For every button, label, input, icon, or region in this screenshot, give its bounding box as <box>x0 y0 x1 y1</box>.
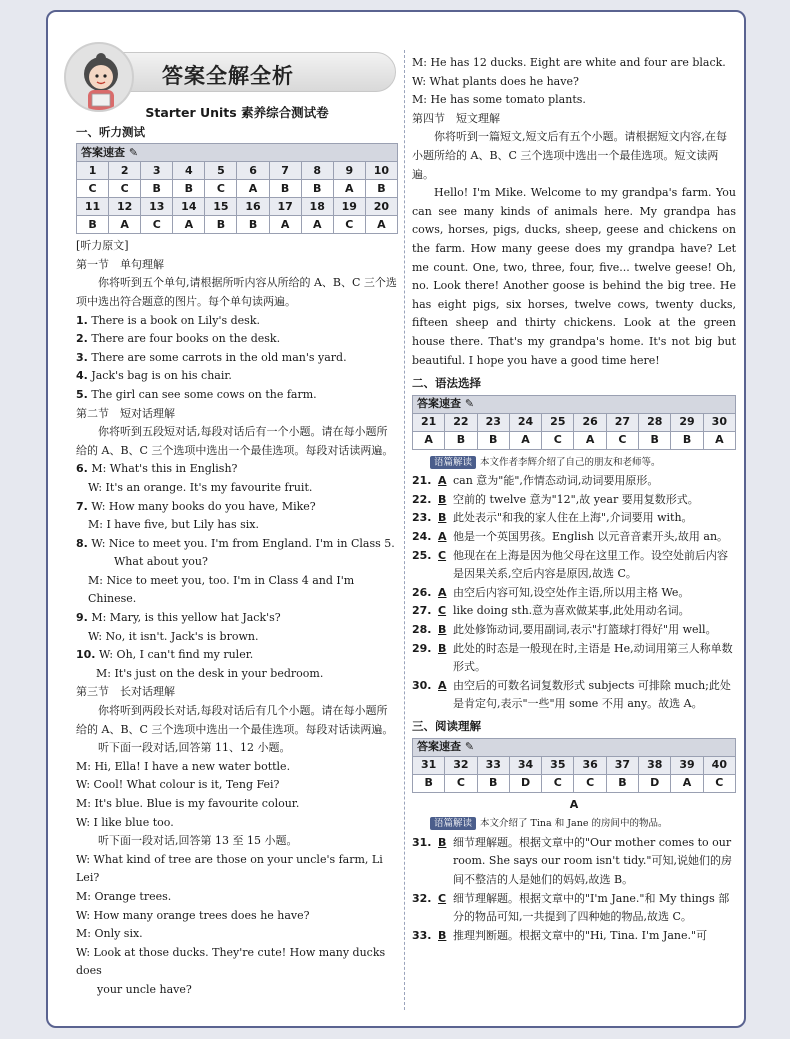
explanation-item <box>412 509 736 528</box>
item-answer: C <box>438 604 447 618</box>
part1-title: 第一节 单句理解 <box>76 257 164 271</box>
item-answer: A <box>438 678 447 692</box>
dialogue-line: M: Only six. <box>76 927 143 941</box>
dialogue-line: M: Orange trees. <box>76 889 172 903</box>
right-column <box>412 54 736 945</box>
answer-table-1 <box>76 143 398 234</box>
answer-cell: 19 <box>333 198 365 216</box>
answer-cell: 26 <box>574 413 606 431</box>
test-title: Starter Units 素养综合测试卷 <box>145 105 329 120</box>
answer-cell: 25 <box>542 413 574 431</box>
dialogue-8-reply: M: Nice to meet you, too. I'm in Class 4 and I'm Chinese. <box>88 573 355 606</box>
answer-cell: C <box>703 774 735 792</box>
explanation-item <box>412 621 736 640</box>
dialogue-line: W: What plants does he have? <box>412 74 579 88</box>
section1-heading: 一、听力测试 <box>76 124 145 139</box>
answer-cell: C <box>445 774 477 792</box>
answer-cell: B <box>237 216 269 234</box>
listening-passage: Hello! I'm Mike. Welcome to my grandpa's farm. You can see many kinds of animals here. My grandpa has cows, horses, pigs, ducks, sheep, geese and chickens on the farm. How many geese does my grandpa have? Let me count. One, two, three, four, five... twelve geese! Oh, no. Look there! Another goose is behind the big tree. He has eight pigs, six horses, twelve cows, twenty ducks, fifteen sheep and thirty chickens. Look at the green house there. That's my grandpa's home. It's not big but beautiful. I hope you have a good time here! <box>412 186 736 367</box>
explanation-item <box>412 584 736 603</box>
answer-cell: 9 <box>333 162 365 180</box>
part4-title: 第四节 短文理解 <box>412 111 500 125</box>
cartoon-girl-icon <box>66 44 134 112</box>
answer-cell: 8 <box>301 162 333 180</box>
dialogue-line: W: What kind of tree are those on your uncle's farm, Li Lei? <box>76 852 383 885</box>
conv1-lines <box>76 758 398 832</box>
section3-heading: 三、阅读理解 <box>412 719 481 733</box>
answer-cell: C <box>333 216 365 234</box>
explanation-item <box>412 640 736 677</box>
answer-cell: 16 <box>237 198 269 216</box>
explanation-item <box>412 528 736 547</box>
dialogue-8: 8. W: Nice to meet you. I'm from England. I'm in Class 5. <box>76 536 395 550</box>
item-number: 3. <box>76 350 88 364</box>
item-number: 4. <box>76 369 88 383</box>
question-number-row <box>413 413 736 431</box>
answer-cell: 24 <box>509 413 541 431</box>
answer-cell: 14 <box>173 198 205 216</box>
answer-cell: B <box>301 180 333 198</box>
dialogue-10: 10. W: Oh, I can't find my ruler. <box>76 648 254 662</box>
item-explanation: 他是一个英国男孩。English 以元音音素开头,故用 an。 <box>453 530 729 544</box>
answer-cell: 4 <box>173 162 205 180</box>
dialogue-9: 9. M: Mary, is this yellow hat Jack's? <box>76 611 281 625</box>
item-answer: B <box>438 623 447 637</box>
dialogue-9-reply: W: No, it isn't. Jack's is brown. <box>88 629 259 643</box>
answer-cell: B <box>445 431 477 449</box>
section2-heading: 二、语法选择 <box>412 376 481 391</box>
item-answer: A <box>438 474 447 488</box>
answer-cell: C <box>205 180 237 198</box>
answer-cell: 13 <box>141 198 173 216</box>
item-explanation: 此处修饰动词,要用副词,表示"打篮球打得好"用 well。 <box>453 623 717 637</box>
answer-cell: A <box>301 216 333 234</box>
item-number: 23. <box>412 511 432 525</box>
dialogue-line: M: He has some tomato plants. <box>412 93 586 107</box>
answer-cell: 39 <box>671 756 703 774</box>
answer-cell: B <box>413 774 445 792</box>
answer-row <box>413 774 736 792</box>
answer-cell: B <box>477 774 509 792</box>
section3-items <box>412 834 736 946</box>
dialogue-6-reply: W: It's an orange. It's my favourite fruit. <box>88 480 313 494</box>
item-answer: B <box>438 641 447 655</box>
explanation-item <box>412 834 736 890</box>
item-answer: B <box>438 511 447 525</box>
item-explanation: 由空后的可数名词复数形式 subjects 可排除 much;此处是肯定句,表示"一些"用 some 不用 any。故选 A。 <box>453 678 731 711</box>
answer-cell: 22 <box>445 413 477 431</box>
answer-table-2 <box>412 395 736 450</box>
item-explanation: 推理判断题。根据文章中的"Hi, Tina. I'm Jane."可 <box>453 928 708 942</box>
answer-cell: 36 <box>574 756 606 774</box>
answer-cell: 17 <box>269 198 301 216</box>
explanation-item <box>412 491 736 510</box>
answer-cell: 6 <box>237 162 269 180</box>
answer-cell: D <box>639 774 671 792</box>
column-divider <box>404 50 405 1010</box>
item-text: There is a book on Lily's desk. <box>91 313 260 327</box>
conv2-last-line-cont: your uncle have? <box>97 982 192 996</box>
dialogue-line: M: He has 12 ducks. Eight are white and four are black. <box>412 56 726 69</box>
answer-cell: 29 <box>671 413 703 431</box>
answer-cell: 3 <box>141 162 173 180</box>
answer-cell: 31 <box>413 756 445 774</box>
question-number-row <box>413 756 736 774</box>
dialogue-7-reply: M: I have five, but Lily has six. <box>88 518 259 532</box>
answer-cell: C <box>606 431 638 449</box>
dialogue-7: 7. W: How many books do you have, Mike? <box>76 499 316 513</box>
item-number: 30. <box>412 678 432 692</box>
item-number: 33. <box>412 928 432 942</box>
answer-cell: B <box>477 431 509 449</box>
part1-list <box>76 312 398 405</box>
item-answer: C <box>438 891 447 905</box>
answer-cell: B <box>639 431 671 449</box>
answer-cell: 27 <box>606 413 638 431</box>
item-explanation: 由空后内容可知,设空处作主语,所以用主格 We。 <box>453 585 690 599</box>
answer-cell: C <box>574 774 606 792</box>
answer-cell: A <box>333 180 365 198</box>
answer-cell: C <box>109 180 141 198</box>
answer-cell: B <box>606 774 638 792</box>
pencil-icon: ✎ <box>128 145 139 159</box>
item-number: 25. <box>412 548 432 562</box>
explanation-item <box>412 472 736 491</box>
part3-instructions: 你将听到两段长对话,每段对话后有几个小题。请在每小题所给的 A、B、C 三个选项中选出一个最佳选项。每段对话读两遍。 <box>76 704 394 736</box>
answer-cell: B <box>77 216 109 234</box>
answer-cell: A <box>574 431 606 449</box>
header-banner <box>62 46 398 94</box>
answer-cell: 1 <box>77 162 109 180</box>
answer-cell: C <box>542 431 574 449</box>
answer-cell: 28 <box>639 413 671 431</box>
answer-cell: C <box>77 180 109 198</box>
explanation-item <box>412 602 736 621</box>
item-number: 21. <box>412 474 432 488</box>
dialogue-line: W: How many orange trees does he have? <box>76 908 310 922</box>
quick-check-label-2: 答案速查 ✎ <box>413 395 736 413</box>
conv2-intro: 听下面一段对话,回答第 13 至 15 小题。 <box>98 834 298 848</box>
answer-cell: B <box>365 180 397 198</box>
item-explanation: like doing sth.意为喜欢做某事,此处用动名词。 <box>453 604 690 618</box>
answer-cell: 37 <box>606 756 638 774</box>
answer-cell: 10 <box>365 162 397 180</box>
answer-cell: C <box>141 216 173 234</box>
item-text: Jack's bag is on his chair. <box>91 369 232 383</box>
answer-cell: 33 <box>477 756 509 774</box>
avatar <box>64 42 134 112</box>
answer-cell: 5 <box>205 162 237 180</box>
left-column <box>76 104 398 1000</box>
section2-items <box>412 472 736 714</box>
conv2-lines <box>76 851 398 944</box>
explanation-item <box>412 547 736 584</box>
item-explanation: can 意为"能",作情态动词,动词要用原形。 <box>453 474 659 488</box>
item-number: 32. <box>412 891 432 905</box>
question-number-row <box>77 198 398 216</box>
dialogue-10-reply: M: It's just on the desk in your bedroom. <box>96 666 324 680</box>
item-number: 2. <box>76 332 88 346</box>
item-number: 26. <box>412 585 432 599</box>
answer-row <box>77 180 398 198</box>
page-frame <box>46 10 746 1028</box>
quick-check-label-3: 答案速查 ✎ <box>413 738 736 756</box>
answer-cell: A <box>509 431 541 449</box>
answer-cell: 11 <box>77 198 109 216</box>
answer-cell: A <box>671 774 703 792</box>
answer-cell: D <box>509 774 541 792</box>
part2-title: 第二节 短对话理解 <box>76 406 175 420</box>
dialogue-line: W: I like blue too. <box>76 815 174 829</box>
item-number: 24. <box>412 530 432 544</box>
answer-cell: C <box>542 774 574 792</box>
part1-instructions: 你将听到五个单句,请根据所听内容从所给的 A、B、C 三个选项中选出符合题意的图片。每个单句读两遍。 <box>76 276 397 308</box>
conv1-intro: 听下面一段对话,回答第 11、12 小题。 <box>98 741 291 755</box>
item-answer: A <box>438 585 447 599</box>
item-number: 5. <box>76 387 88 401</box>
conv2-last-line: W: Look at those ducks. They're cute! How many ducks does <box>76 945 386 978</box>
answer-cell: 7 <box>269 162 301 180</box>
answer-cell: A <box>237 180 269 198</box>
explanation-item <box>412 890 736 927</box>
answer-cell: 35 <box>542 756 574 774</box>
item-explanation: 此处的时态是一般现在时,主语是 He,动词用第三人称单数形式。 <box>453 641 733 674</box>
answer-cell: 20 <box>365 198 397 216</box>
item-number: 27. <box>412 604 432 618</box>
conv2-continued <box>412 54 736 110</box>
item-answer: B <box>438 492 447 506</box>
answer-cell: A <box>703 431 735 449</box>
answer-cell: A <box>173 216 205 234</box>
answer-cell: 2 <box>109 162 141 180</box>
answer-cell: 21 <box>413 413 445 431</box>
answer-table-3 <box>412 738 736 793</box>
item-text: There are four books on the desk. <box>91 332 281 346</box>
item-text: There are some carrots in the old man's yard. <box>91 350 347 364</box>
item-explanation: 此处表示"和我的家人住在上海",介词要用 with。 <box>453 511 693 525</box>
pencil-icon: ✎ <box>464 397 475 411</box>
part4-instructions: 你将听到一篇短文,短文后有五个小题。请根据短文内容,在每小题所给的 A、B、C 三个选项中选出一个最佳选项。短文读两遍。 <box>412 130 727 181</box>
item-explanation: 细节理解题。根据文章中的"I'm Jane."和 My things 部分的物品可知,一共提到了四种她的物品,故选 C。 <box>453 891 730 924</box>
answer-cell: 23 <box>477 413 509 431</box>
script-label: [听力原文] <box>76 239 129 253</box>
section2-summary: 语篇解读 本文作者李辉介绍了自己的朋友和老师等。 <box>412 453 736 473</box>
item-explanation: 空前的 twelve 意为"12",故 year 要用复数形式。 <box>453 492 699 506</box>
answer-row <box>413 431 736 449</box>
passage-a-label: A <box>569 797 579 811</box>
answer-row <box>77 216 398 234</box>
list-item <box>76 312 398 331</box>
dialogue-line: M: It's blue. Blue is my favourite colour. <box>76 797 300 810</box>
item-explanation: 细节理解题。根据文章中的"Our mother comes to our room. She says our room isn't tidy."可知,说她们的房间不整洁的人是她们的妈妈,故选 B。 <box>453 835 732 886</box>
answer-cell: A <box>109 216 141 234</box>
item-answer: A <box>438 530 447 544</box>
answer-cell: B <box>671 431 703 449</box>
item-number: 22. <box>412 492 432 506</box>
answer-cell: A <box>413 431 445 449</box>
item-answer: C <box>438 548 447 562</box>
item-explanation: 他现在在上海是因为他父母在这里工作。设空处前后内容是因果关系,空后内容是原因,故选 C。 <box>453 548 728 581</box>
part2-instructions: 你将听到五段短对话,每段对话后有一个小题。请在每小题所给的 A、B、C 三个选项中选出一个最佳选项。每段对话读两遍。 <box>76 425 394 457</box>
pencil-icon: ✎ <box>464 740 475 754</box>
dialogue-line: W: Cool! What colour is it, Teng Fei? <box>76 778 280 792</box>
list-item <box>76 330 398 349</box>
answer-cell: B <box>269 180 301 198</box>
answer-cell: 18 <box>301 198 333 216</box>
answer-cell: 30 <box>703 413 735 431</box>
list-item <box>76 367 398 386</box>
page-title: 答案全解全析 <box>162 64 294 88</box>
answer-cell: 15 <box>205 198 237 216</box>
item-number: 28. <box>412 623 432 637</box>
item-answer: B <box>438 928 447 942</box>
part3-title: 第三节 长对话理解 <box>76 685 175 699</box>
item-answer: B <box>438 835 447 849</box>
quick-check-label: 答案速查 ✎ <box>77 144 398 162</box>
item-text: The girl can see some cows on the farm. <box>91 387 317 401</box>
question-number-row <box>77 162 398 180</box>
list-item <box>76 349 398 368</box>
answer-cell: 40 <box>703 756 735 774</box>
list-item <box>76 386 398 405</box>
answer-cell: A <box>269 216 301 234</box>
answer-cell: 32 <box>445 756 477 774</box>
answer-cell: 38 <box>639 756 671 774</box>
explanation-item <box>412 927 736 946</box>
section3-summary: 语篇解读 本文介绍了 Tina 和 Jane 的房间中的物品。 <box>412 814 736 834</box>
answer-cell: 34 <box>509 756 541 774</box>
answer-cell: B <box>205 216 237 234</box>
dialogue-line: M: Hi, Ella! I have a new water bottle. <box>76 759 291 773</box>
explanation-item <box>412 677 736 714</box>
answer-cell: A <box>365 216 397 234</box>
dialogue-6: 6. M: What's this in English? <box>76 462 238 476</box>
answer-cell: 12 <box>109 198 141 216</box>
dialogue-8-cont: What about you? <box>114 555 208 569</box>
item-number: 31. <box>412 835 432 849</box>
answer-cell: B <box>141 180 173 198</box>
item-number: 1. <box>76 313 88 327</box>
answer-cell: B <box>173 180 205 198</box>
item-number: 29. <box>412 641 432 655</box>
